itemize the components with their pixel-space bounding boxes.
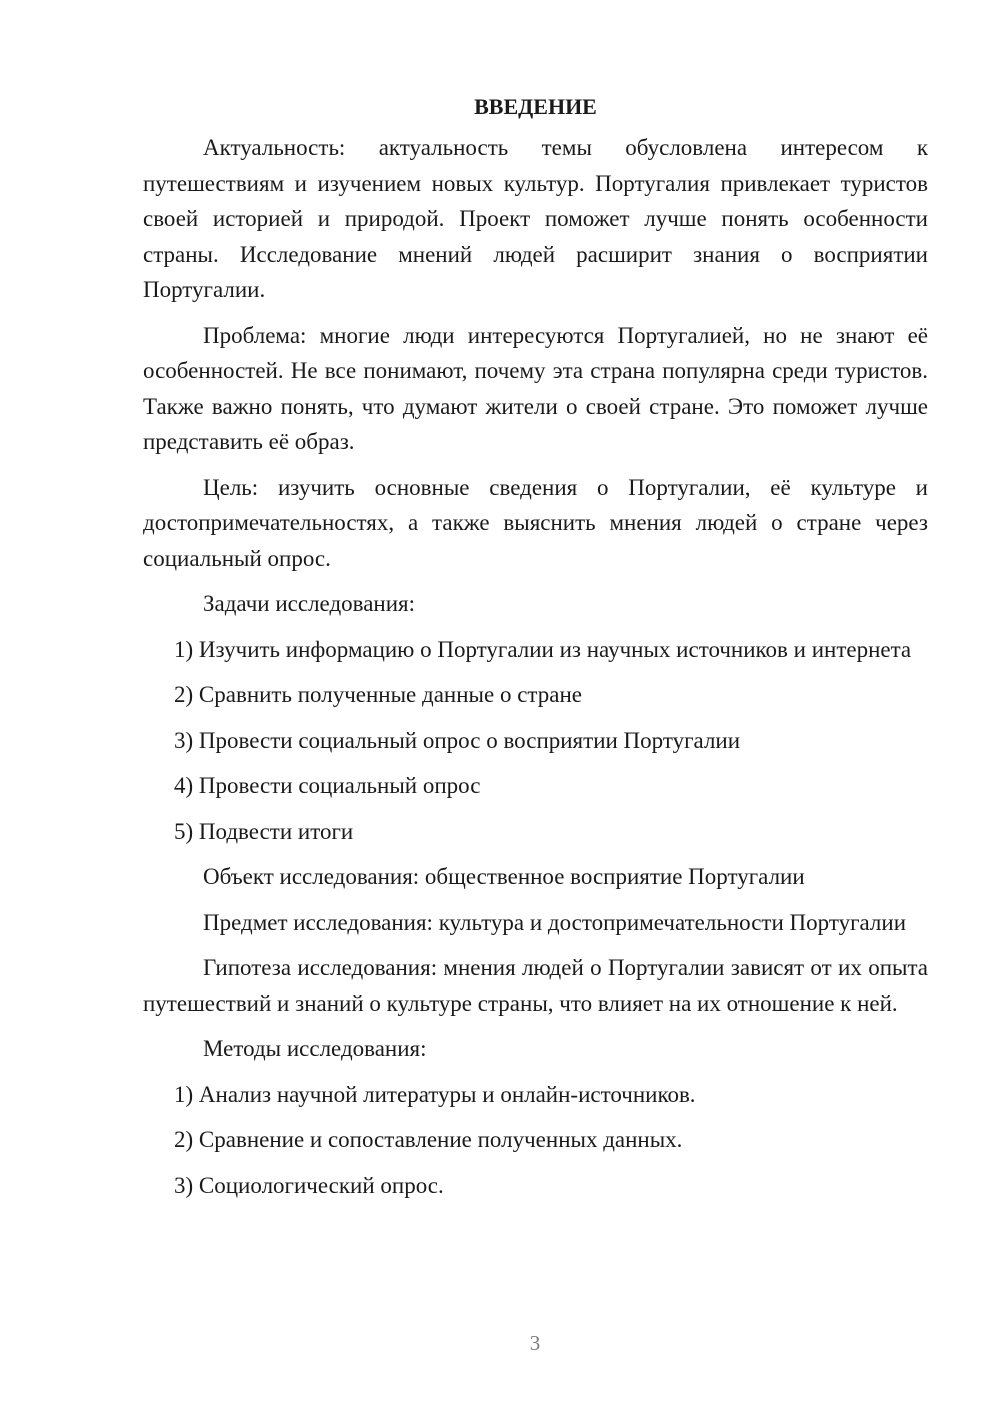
document-page bbox=[143, 90, 928, 1203]
page-title: ВВЕДЕНИЕ bbox=[474, 94, 597, 119]
task-item: 3) Провести социальный опрос о восприятии Португалии bbox=[174, 727, 741, 753]
problem-paragraph: Проблема: многие люди интересуются Португалией, но не знают её особенностей. Не все понимают, почему эта страна популярна среди туристов. Также важно понять, что думают жители о своей стране. Это поможет лучше представить её образ. bbox=[143, 322, 928, 454]
page-number: 3 bbox=[529, 1331, 541, 1355]
subject-paragraph: Предмет исследования: культура и достопримечательности Португалии bbox=[203, 909, 907, 935]
relevance-paragraph: Актуальность: актуальность темы обусловлена интересом к путешествиям и изучением новых культур. Португалия привлекает туристов своей историей и природой. Проект поможет лучше понять особенности страны. Исследование мнений людей расширит знания о восприятии Португалии. bbox=[143, 135, 928, 302]
method-item: 2) Сравнение и сопоставление полученных данных. bbox=[174, 1127, 683, 1152]
goal-paragraph: Цель: изучить основные сведения о Португалии, её культуре и достопримечательностях, а также выяснить мнения людей о стране через социальный опрос. bbox=[143, 474, 928, 571]
task-item: 2) Сравнить полученные данные о стране bbox=[174, 682, 582, 707]
methods-heading: Методы исследования: bbox=[203, 1036, 427, 1061]
task-item: 1) Изучить информацию о Португалии из научных источников и интернета bbox=[174, 636, 912, 662]
method-item: 3) Социологический опрос. bbox=[174, 1172, 444, 1198]
task-item: 5) Подвести итоги bbox=[174, 818, 354, 844]
object-paragraph: Объект исследования: общественное восприятие Португалии bbox=[203, 864, 805, 889]
task-item: 4) Провести социальный опрос bbox=[174, 773, 481, 798]
method-item: 1) Анализ научной литературы и онлайн-источников. bbox=[174, 1081, 696, 1107]
hypothesis-paragraph: Гипотеза исследования: мнения людей о Португалии зависят от их опыта путешествий и знаний о культуре страны, что влияет на их отношение к ней. bbox=[143, 955, 928, 1016]
tasks-heading: Задачи исследования: bbox=[203, 591, 416, 616]
